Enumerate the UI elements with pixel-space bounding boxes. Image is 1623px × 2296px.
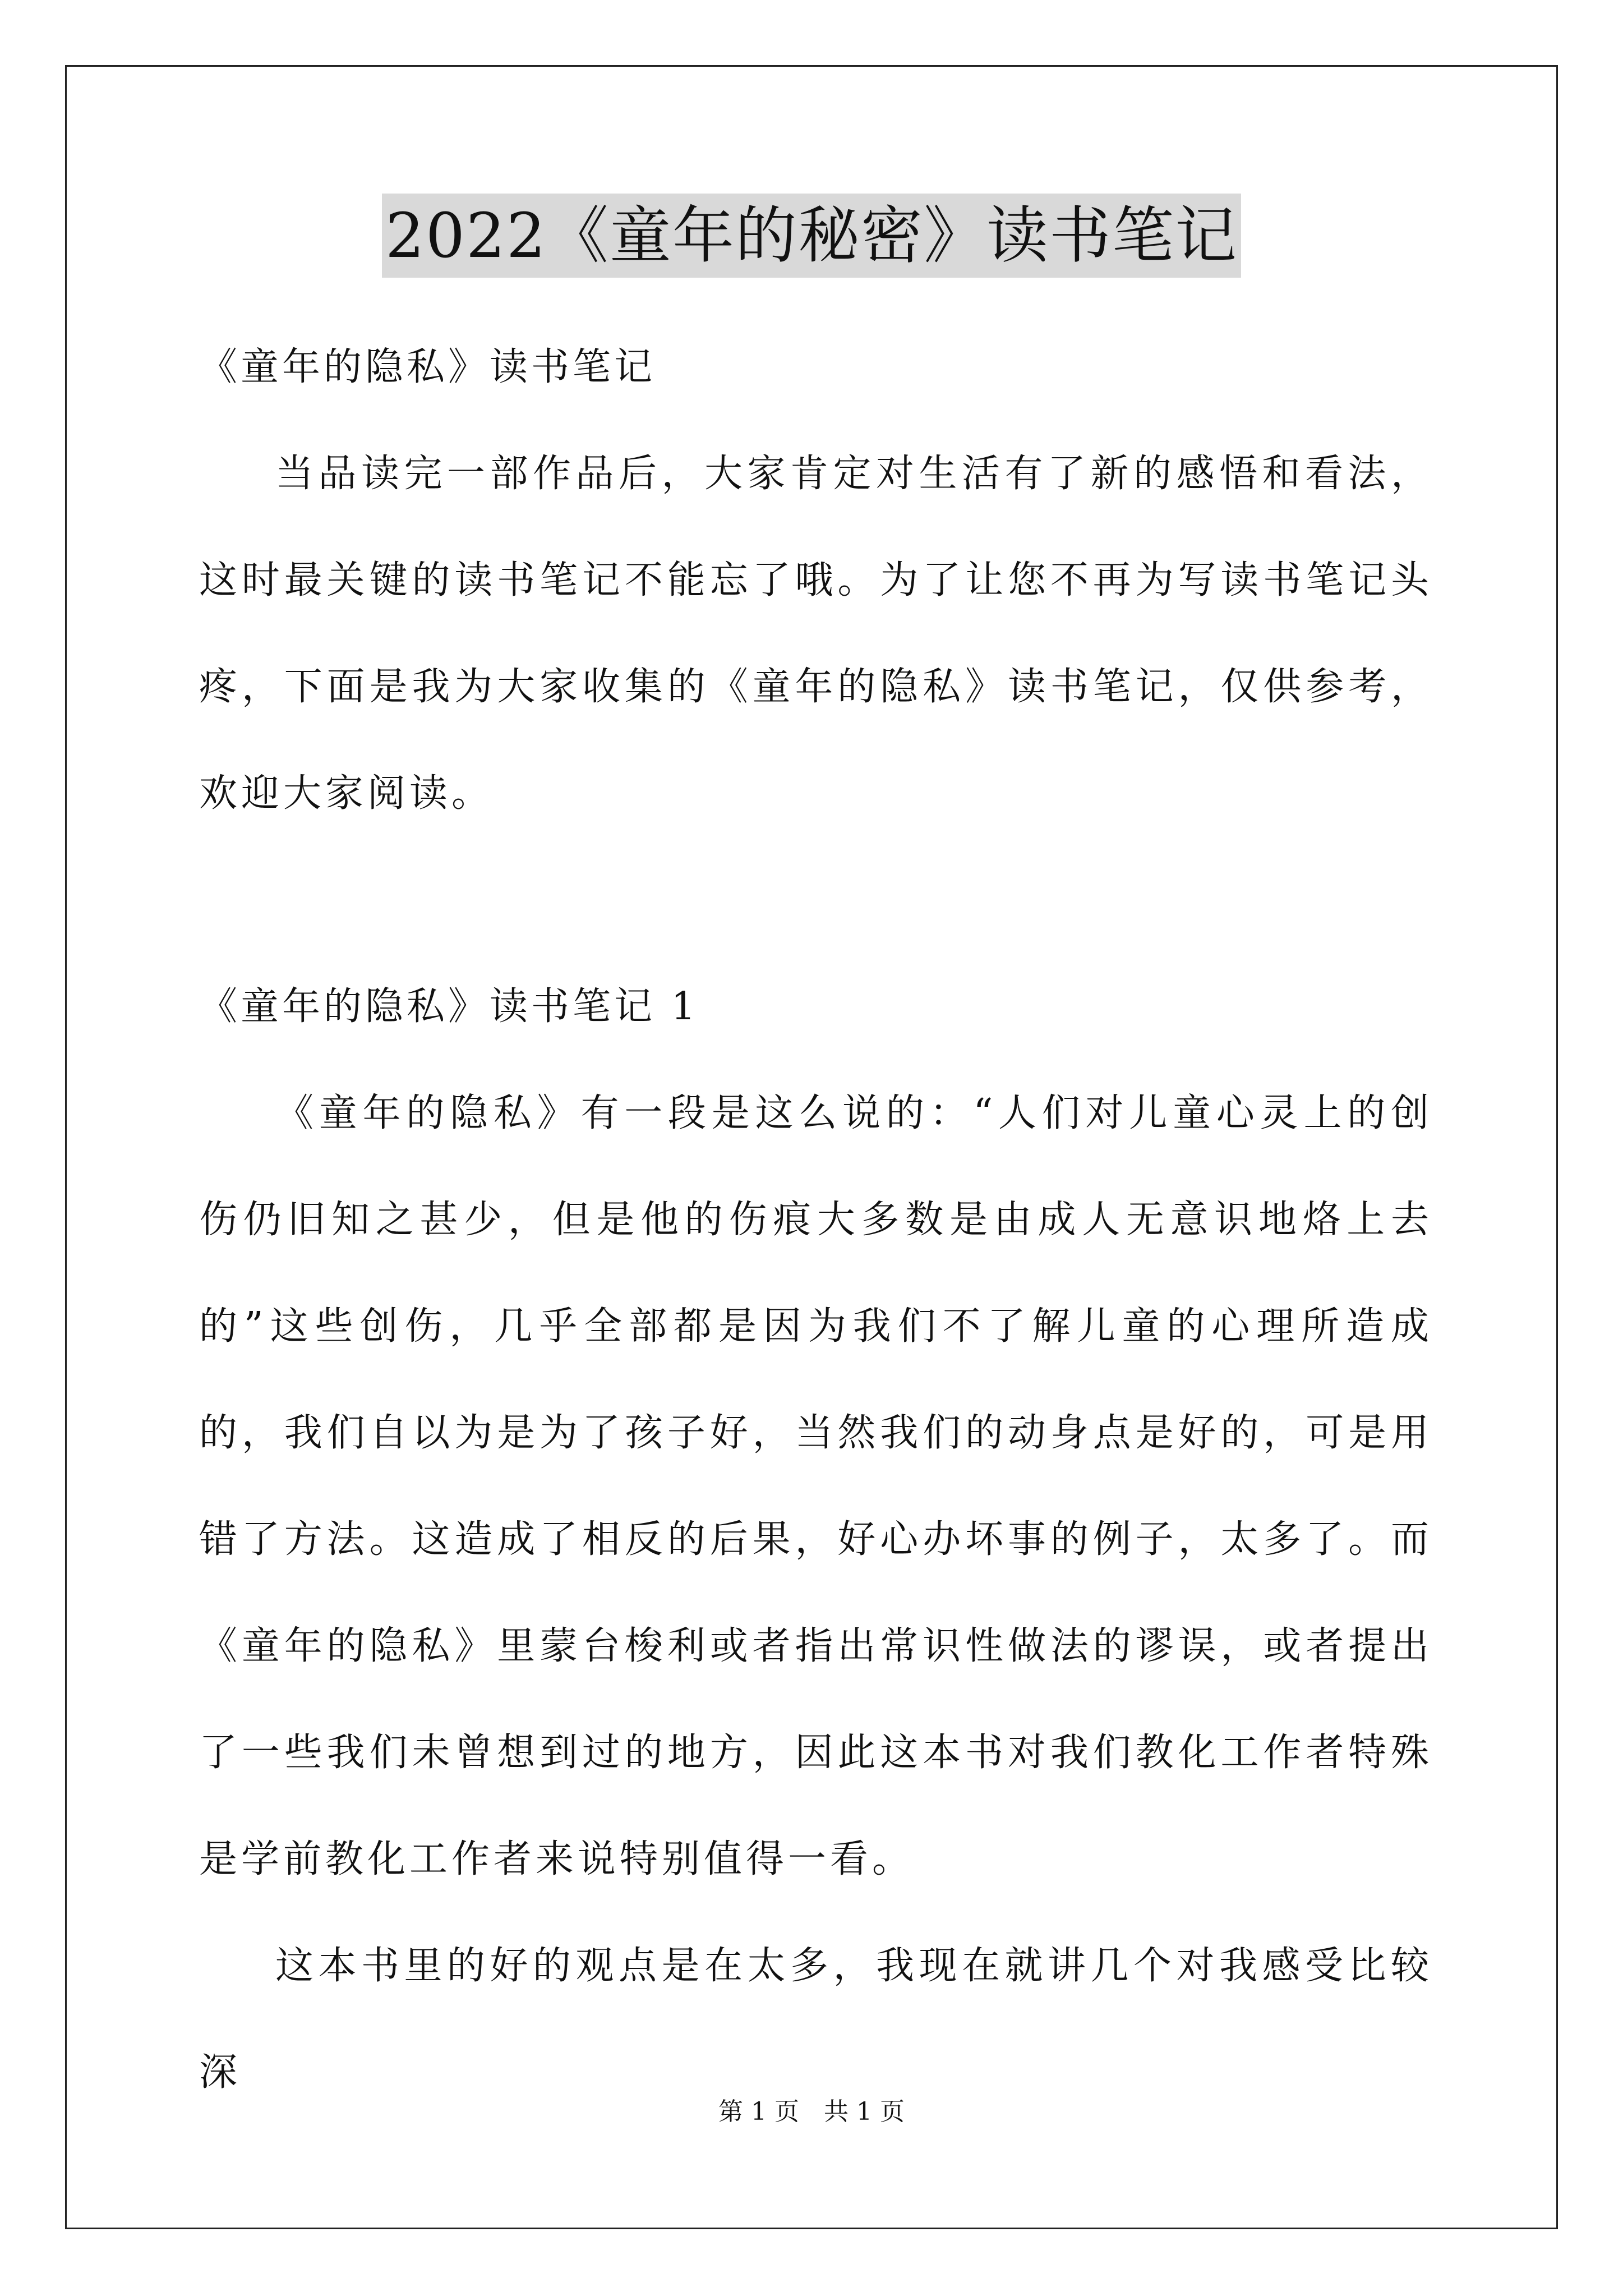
document-title: 2022《童年的秘密》读书笔记 xyxy=(382,194,1241,278)
section1-heading: 《童年的隐私》读书笔记 1 xyxy=(199,984,699,1029)
section-spacer xyxy=(199,847,1433,954)
page-footer: 第 1 页 共 1 页 xyxy=(718,2097,905,2126)
intro-paragraph: 当品读完一部作品后，大家肯定对生活有了新的感悟和看法，这时最关键的读书笔记不能忘了哦。为了让您不再为写读书笔记头疼，下面是我为大家收集的《童年的隐私》读书笔记，仅供参考，欢迎大家阅读。 xyxy=(199,452,1433,816)
section1-paragraph-1: 《童年的隐私》有一段是这么说的：“人们对儿童心灵上的创伤仍旧知之甚少，但是他的伤痕大多数是由成人无意识地烙上去的”这些创伤，几乎全部都是因为我们不了解儿童的心理所造成的，我们自以为是为了孩子好，当然我们的动身点是好的，可是用错了方法。这造成了相反的后果，好心办坏事的例子，太多了。而《童年的隐私》里蒙台梭利或者指出常识性做法的谬误，或者提出了一些我们未曾想到过的地方，因此这本书对我们教化工作者特殊是学前教化工作者来说特别值得一看。 xyxy=(199,1091,1433,1881)
title-container xyxy=(0,194,1623,278)
intro-heading: 《童年的隐私》读书笔记 xyxy=(199,345,656,389)
section1-paragraph-2: 这本书里的好的观点是在太多，我现在就讲几个对我感受比较深 xyxy=(199,1944,1433,2095)
document-body xyxy=(199,314,1433,2126)
